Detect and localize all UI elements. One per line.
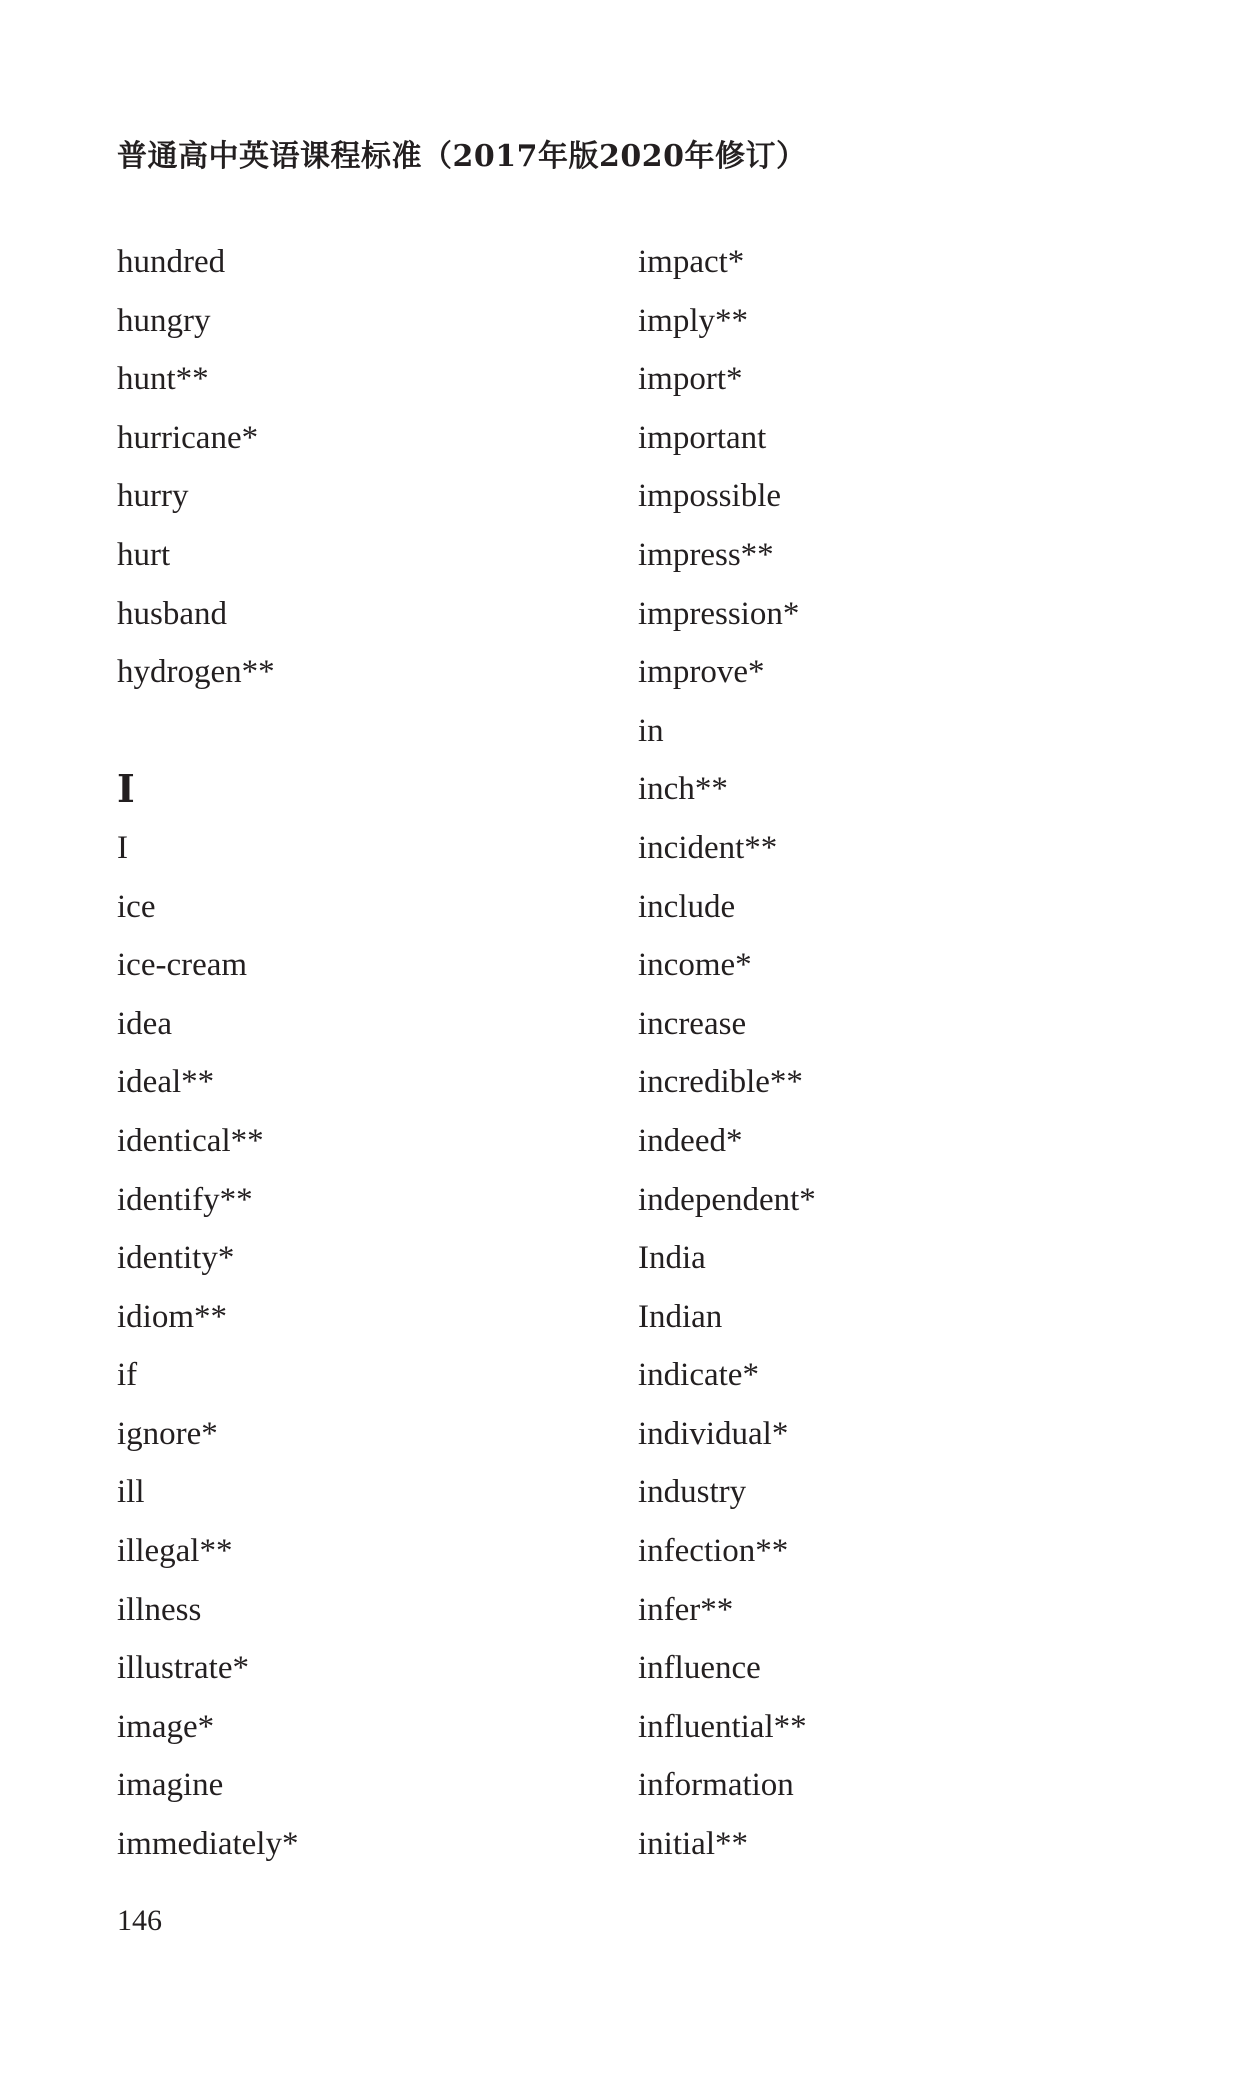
word-entry: infer** <box>638 1591 734 1628</box>
word-entry: ignore* <box>117 1415 218 1452</box>
section-letter-heading: I <box>117 766 135 812</box>
word-entry: influence <box>638 1650 761 1687</box>
word-entry: impact* <box>638 244 745 280</box>
word-entry: industry <box>638 1474 747 1511</box>
word-list-left-column <box>117 233 617 1874</box>
word-entry: income* <box>638 947 752 984</box>
word-entry: hurry <box>117 478 189 515</box>
word-entry: idea <box>117 1005 172 1042</box>
word-entry: India <box>638 1240 706 1277</box>
word-entry: Indian <box>638 1298 723 1335</box>
word-entry: independent* <box>638 1181 816 1218</box>
word-entry: ideal** <box>117 1064 215 1101</box>
word-entry: important <box>638 419 767 456</box>
word-entry: immediately* <box>117 1826 299 1863</box>
word-entry: ice-cream <box>117 947 248 984</box>
word-entry: illustrate* <box>117 1650 249 1687</box>
word-entry: ill <box>117 1474 145 1511</box>
word-entry: individual* <box>638 1415 789 1452</box>
word-entry: initial** <box>638 1826 748 1863</box>
word-entry: impossible <box>638 478 782 515</box>
word-entry: improve* <box>638 654 765 691</box>
word-entry: incident** <box>638 829 778 866</box>
word-entry: infection** <box>638 1533 789 1570</box>
word-entry: hurt <box>117 536 171 573</box>
word-entry: image* <box>117 1708 215 1745</box>
word-entry: imagine <box>117 1767 224 1804</box>
word-entry: in <box>638 712 664 749</box>
word-entry: identity* <box>117 1240 235 1277</box>
word-entry: if <box>117 1357 138 1394</box>
word-entry: increase <box>638 1005 747 1042</box>
word-entry: import* <box>638 361 743 398</box>
word-entry: ice <box>117 888 156 925</box>
word-entry: hunt** <box>117 361 209 398</box>
word-entry: hurricane* <box>117 419 259 456</box>
word-entry: identical** <box>117 1122 264 1159</box>
word-entry: hundred <box>117 244 226 280</box>
page-header-title: 普通高中英语课程标准（2017年版2020年修订） <box>117 139 807 174</box>
word-entry: influential** <box>638 1708 807 1745</box>
page-number: 146 <box>117 1904 162 1937</box>
word-entry: indeed* <box>638 1122 743 1159</box>
word-entry: information <box>638 1767 794 1804</box>
word-entry: hungry <box>117 302 211 339</box>
word-entry: impress** <box>638 536 774 573</box>
word-entry: I <box>117 829 128 866</box>
word-entry: indicate* <box>638 1357 759 1394</box>
word-entry: inch** <box>638 771 728 808</box>
section-spacer <box>117 702 617 761</box>
word-list-right-column <box>638 233 1138 1874</box>
word-entry: hydrogen** <box>117 654 275 691</box>
word-entry: include <box>638 888 736 925</box>
word-entry: illness <box>117 1591 202 1628</box>
word-entry: identify** <box>117 1181 253 1218</box>
word-entry: illegal** <box>117 1533 233 1570</box>
word-entry: impression* <box>638 595 800 632</box>
word-entry: incredible** <box>638 1064 803 1101</box>
word-entry: imply** <box>638 302 749 339</box>
word-entry: husband <box>117 595 227 632</box>
word-entry: idiom** <box>117 1298 228 1335</box>
